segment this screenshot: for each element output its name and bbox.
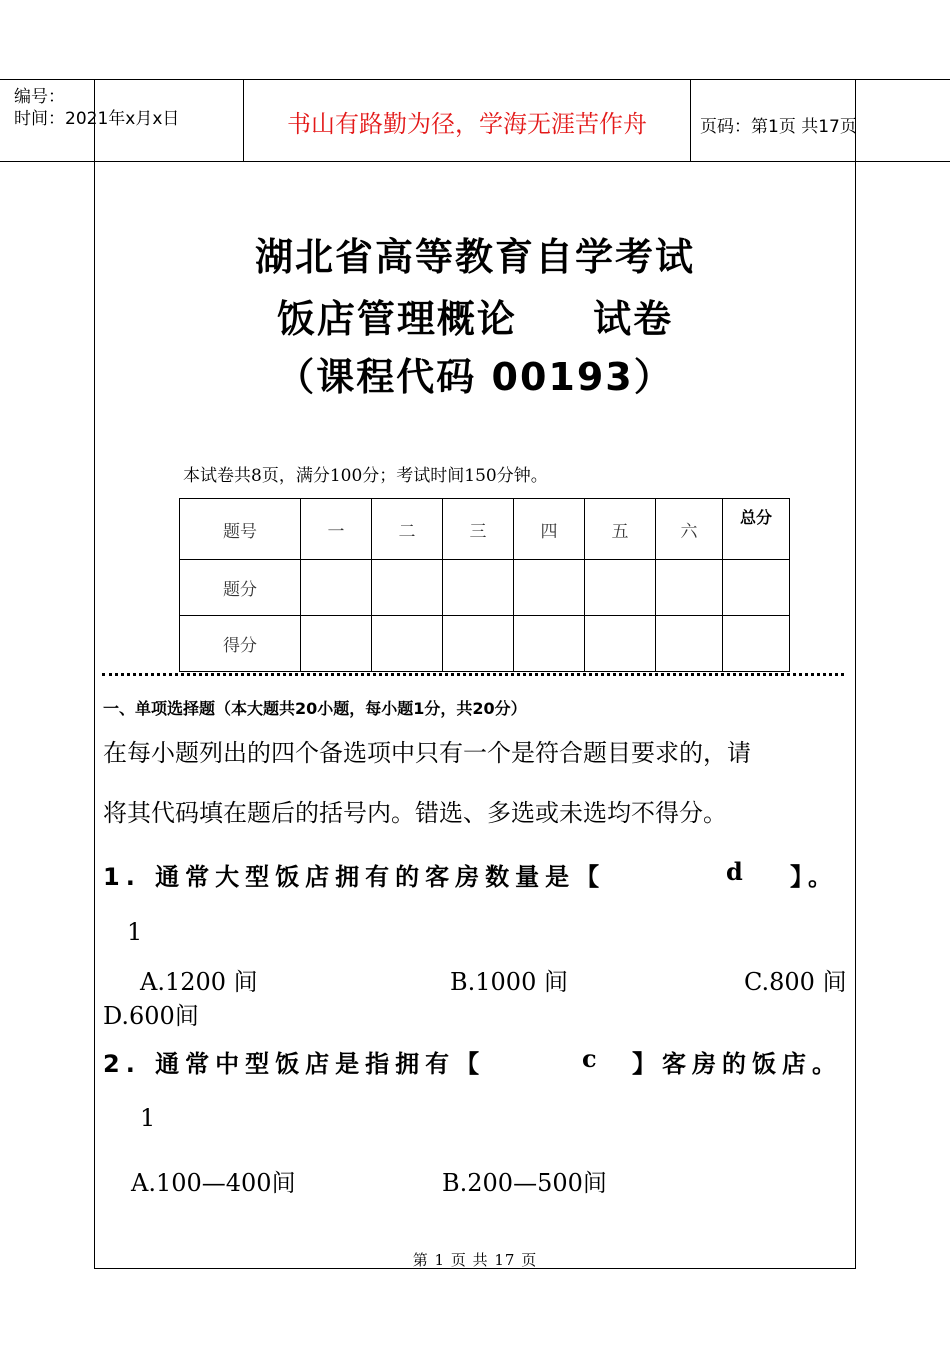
exam-title-line3: （课程代码 00193） (276, 355, 674, 399)
instruction-line2: 将其代码填在题后的括号内。错选、多选或未选均不得分。 (103, 799, 727, 827)
question-1-stem: 1. 通常大型饭店拥有的客房数量是【 (103, 863, 606, 891)
col-2: 二 (372, 499, 443, 560)
instruction-line1: 在每小题列出的四个备选项中只有一个是符合题目要求的，请 (103, 739, 751, 767)
col-3: 三 (443, 499, 514, 560)
score-row-points (180, 560, 790, 616)
question-2-close: 】客房的饭店。 (632, 1050, 842, 1078)
time-label: 时间：2021年x月x日 (14, 109, 180, 129)
score-cell (301, 560, 372, 616)
row-header-earned: 得分 (180, 616, 301, 672)
section-heading: 一、单项选择题（本大题共20小题，每小题1分，共20分） (103, 699, 527, 718)
row-header-points: 题分 (180, 560, 301, 616)
score-cell (656, 560, 723, 616)
exam-info: 本试卷共8页，满分100分；考试时间150分钟。 (183, 466, 548, 486)
col-6: 六 (656, 499, 723, 560)
col-1: 一 (301, 499, 372, 560)
question-2-stem: 2. 通常中型饭店是指拥有【 (103, 1050, 486, 1078)
exam-title-line1: 湖北省高等教育自学考试 (254, 235, 695, 279)
question-1-option-c: C.800 间 (744, 968, 847, 996)
header-page-indicator: 页码：第1页 共17页 (700, 117, 857, 137)
question-2-option-a: A.100—400间 (131, 1169, 296, 1197)
row-header-number: 题号 (180, 499, 301, 560)
page-footer: 第 1 页 共 17 页 (412, 1251, 538, 1269)
question-2-answer: c (582, 1044, 597, 1073)
score-table (179, 498, 790, 672)
score-cell (585, 560, 656, 616)
score-row-numbers (180, 499, 790, 560)
score-cell (723, 560, 790, 616)
question-1-close: 】。 (790, 863, 838, 891)
code-label: 编号： (14, 87, 65, 107)
col-4: 四 (514, 499, 585, 560)
dotted-separator (102, 664, 844, 676)
question-2-score: 1 (140, 1104, 156, 1132)
score-cell (372, 560, 443, 616)
header-motto: 书山有路勤为径，学海无涯苦作舟 (287, 110, 647, 138)
question-1-option-a: A.1200 间 (140, 968, 258, 996)
col-total: 总分 (723, 499, 790, 560)
col-5: 五 (585, 499, 656, 560)
question-1-option-d: D.600间 (103, 1002, 199, 1030)
question-1-score: 1 (127, 918, 143, 946)
exam-title-line2: 饭店管理概论 试卷 (276, 297, 674, 341)
question-1-answer: d (726, 857, 743, 886)
score-cell (514, 560, 585, 616)
question-1-option-b: B.1000 间 (450, 968, 568, 996)
score-cell (443, 560, 514, 616)
question-2-option-b: B.200—500间 (442, 1169, 607, 1197)
